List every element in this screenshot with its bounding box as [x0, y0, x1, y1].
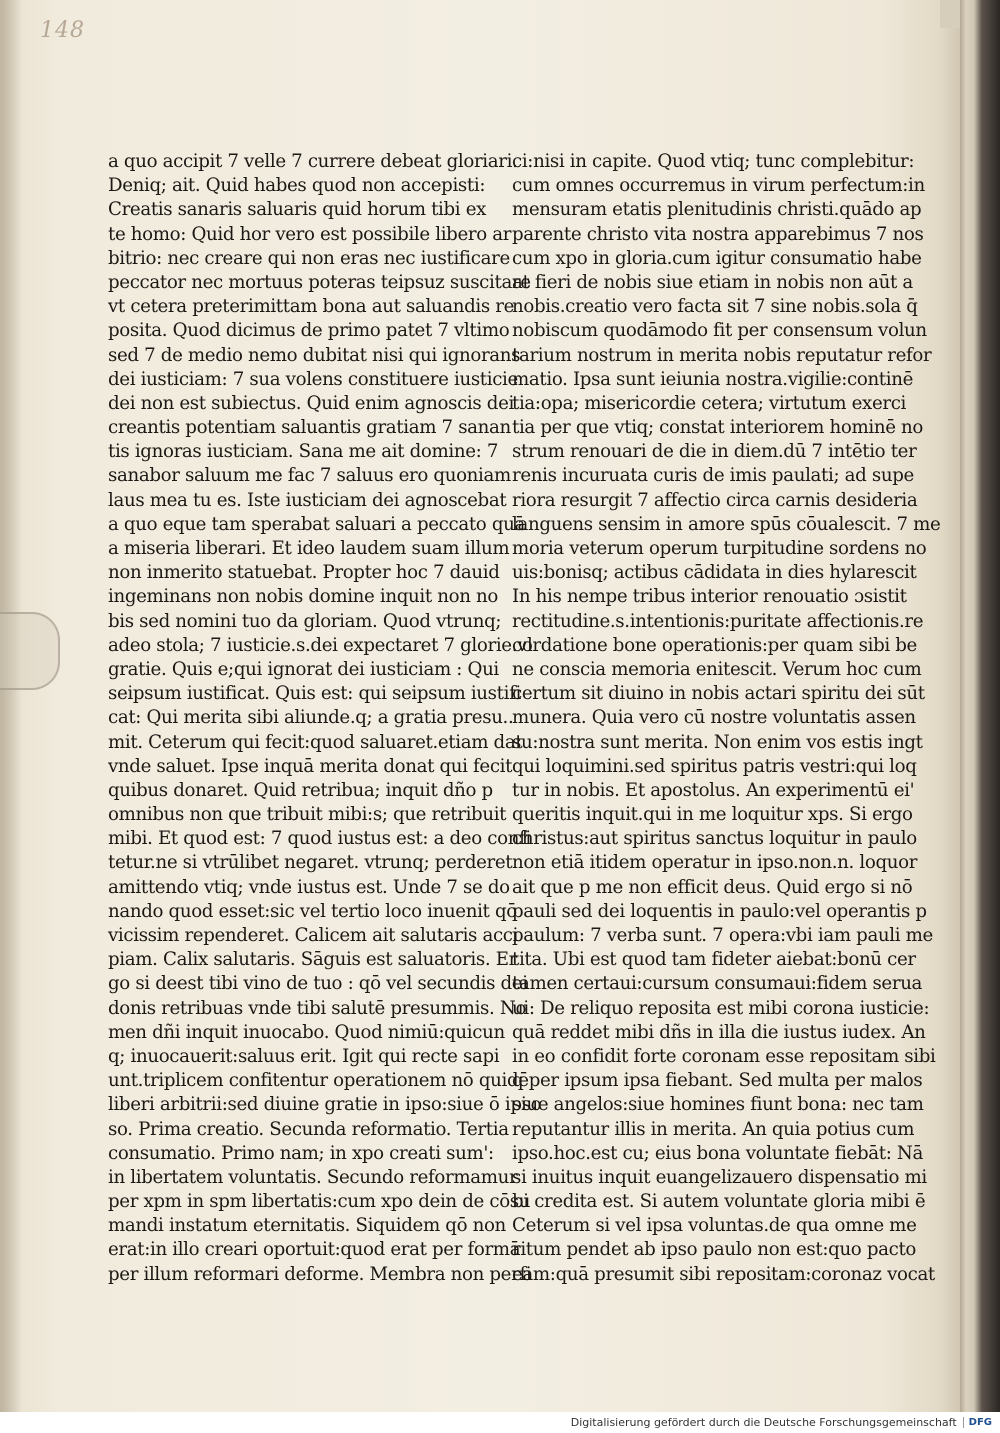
- text-line: at fieri de nobis siue etiam in nobis non aūt a: [512, 271, 913, 293]
- text-line: q; inuocauerit:saluus erit. Igit qui recte sapi: [108, 1045, 500, 1067]
- text-line: tita. Ubi est quod tam fideter aiebat:bonū cer: [512, 949, 916, 971]
- text-line: ait que p me non efficit deus. Quid ergo si nō: [512, 876, 913, 898]
- text-line: bis sed nomini tuo da gloriam. Quod vtrunq;: [108, 610, 502, 632]
- text-line: si inuitus inquit euangelizauero dispensatio mi: [512, 1166, 927, 1188]
- text-line: q per ipsum ipsa fiebant. Sed multa per malos: [512, 1070, 923, 1092]
- page-edge-right: [960, 0, 1000, 1412]
- text-line: mandi instatum eternitatis. Siquidem qō non: [108, 1215, 506, 1237]
- text-line: laus mea tu es. Iste iusticiam dei agnoscebat: [108, 489, 507, 511]
- text-line: tia:opa; misericordie cetera; virtutum exerci: [512, 392, 907, 414]
- text-line: mit. Ceterum qui fecit:quod saluaret.etiam dat: [108, 731, 523, 753]
- folio-number: 148: [40, 18, 85, 43]
- text-line: tis ignoras iusticiam. Sana me ait domine: 7: [108, 441, 499, 463]
- text-line: In his nempe tribus interior renouatio ɔsistit: [512, 586, 907, 608]
- text-line: erat:in illo creari oportuit:quod erat per formā: [108, 1239, 521, 1261]
- text-line: nobis.creatio vero facta sit 7 sine nobis.sola q̄: [512, 296, 918, 318]
- text-line: christus:aut spiritus sanctus loquitur in paulo: [512, 828, 917, 850]
- text-line: ui: De reliquo reposita est mibi corona iusticie:: [512, 997, 930, 1019]
- text-line: cum xpo in gloria.cum igitur consumatio habe: [512, 247, 922, 269]
- text-line: so. Prima creatio. Secunda reformatio. Tertia: [108, 1118, 509, 1140]
- text-line: queritis inquit.qui in me loquitur xps. Si ergo: [512, 804, 913, 826]
- text-line: matio. Ipsa sunt ieiunia nostra.vigilie:continē: [512, 368, 914, 390]
- text-line: per illum reformari deforme. Membra non perfi: [108, 1263, 532, 1285]
- text-line: nando quod esset:sic vel tertio loco inuenit qō: [108, 900, 517, 922]
- text-line: quā reddet mibi dñs in illa die iustus iudex. An: [512, 1021, 926, 1043]
- text-line: pauli sed dei loquentis in paulo:vel operantis p: [512, 900, 927, 922]
- text-line: ne conscia memoria enitescit. Verum hoc cum: [512, 658, 922, 680]
- text-line: dei iusticiam: 7 sua volens constituere iusticie: [108, 368, 518, 390]
- right-text-column: [512, 150, 941, 1287]
- text-line: qui loquimini.sed spiritus patris vestri:qui loq: [512, 755, 917, 777]
- text-line: vt cetera preterimittam bona aut saluandis re: [108, 296, 515, 318]
- text-line: uis:bonisq; actibus cādidata in dies hylarescit: [512, 562, 917, 584]
- text-line: tur in nobis. Et apostolus. An experimentū ei': [512, 779, 915, 801]
- left-text-column: [108, 150, 542, 1287]
- text-line: rectitudine.s.intentionis:puritate affectionis.re: [512, 610, 924, 632]
- text-line: liberi arbitrii:sed diuine gratie in ipso:siue ō ipso: [108, 1094, 542, 1116]
- text-line: donis retribuas vnde tibi salutē presummis. No: [108, 997, 527, 1019]
- text-line: tarium nostrum in merita nobis reputatur refor: [512, 344, 932, 366]
- text-line: strum renouari de die in diem.dū 7 intētio ter: [512, 441, 917, 463]
- text-line: non inmerito statuebat. Propter hoc 7 dauid: [108, 562, 500, 584]
- text-line: ritum pendet ab ipso paulo non est:quo pacto: [512, 1239, 917, 1261]
- text-line: Ceterum si vel ipsa voluntas.de qua omne me: [512, 1215, 917, 1237]
- text-line: su:nostra sunt merita. Non enim vos estis ingt: [512, 731, 923, 753]
- clip-mark: [0, 612, 60, 690]
- text-line: men dñi inquit inuocabo. Quod nimiū:quicun: [108, 1021, 505, 1043]
- text-line: vnde saluet. Ipse inquā merita donat qui fecit: [108, 755, 513, 777]
- text-line: sed 7 de medio nemo dubitat nisi qui ignorans: [108, 344, 521, 366]
- text-line: cordatione bone operationis:per quam sibi be: [512, 634, 917, 656]
- text-line: nobiscum quodāmodo fit per consensum volun: [512, 320, 927, 342]
- text-line: parente christo vita nostra apparebimus 7 nos: [512, 223, 924, 245]
- text-line: certum sit diuino in nobis actari spiritu dei sūt: [512, 683, 925, 705]
- text-line: paulum: 7 verba sunt. 7 opera:vbi iam pauli me: [512, 925, 933, 946]
- text-line: non etiā itidem operatur in ipso.non.n. loquor: [512, 852, 918, 874]
- text-line: cum omnes occurremus in virum perfectum:in: [512, 175, 925, 197]
- text-line: in libertatem voluntatis. Secundo reformamur: [108, 1166, 518, 1188]
- text-line: amittendo vtiq; vnde iustus est. Unde 7 se do: [108, 876, 510, 898]
- text-line: te homo: Quid hor vero est possibile libero ar: [108, 223, 512, 245]
- text-line: tamen certaui:cursum consumaui:fidem serua: [512, 973, 923, 995]
- text-line: per xpm in spm libertatis:cum xpo dein de cōsu: [108, 1191, 531, 1213]
- text-line: languens sensim in amore spūs cōualescit. 7 me: [512, 513, 941, 535]
- text-line: piam. Calix salutaris. Sāguis est saluatoris. Er: [108, 949, 517, 971]
- text-line: ingeminans non nobis domine inquit non no: [108, 586, 498, 608]
- text-line: munera. Quia vero cū nostre voluntatis assen: [512, 707, 916, 729]
- text-line: creantis potentiam saluantis gratiam 7 sanan: [108, 417, 511, 439]
- text-line: bitrio: nec creare qui non eras nec iustificare: [108, 247, 510, 269]
- text-line: seipsum iustificat. Quis est: qui seipsum iustifi: [108, 683, 521, 705]
- text-line: Creatis sanaris saluaris quid horum tibi ex: [108, 199, 487, 221]
- text-line: tia per que vtiq; constat interiorem hominē no: [512, 417, 924, 439]
- digitization-footer: [0, 1412, 1000, 1433]
- text-line: a miseria liberari. Et ideo laudem suam illum: [108, 538, 510, 559]
- dfg-logo: DFG: [963, 1417, 992, 1428]
- text-line: consumatio. Primo nam; in xpo creati sum':: [108, 1142, 494, 1164]
- text-line: a quo accipit 7 velle 7 currere debeat gloriari.: [108, 151, 518, 172]
- text-line: vicissim rependeret. Calicem ait salutaris acci: [108, 925, 519, 946]
- text-line: peccator nec mortuus poteras teipsuz suscitare: [108, 271, 531, 293]
- text-line: sanabor saluum me fac 7 saluus ero quoniam: [108, 465, 511, 487]
- text-line: reputantur illis in merita. An quia potius cum: [512, 1118, 915, 1140]
- text-line: a quo eque tam sperabat saluari a peccato quā: [108, 513, 525, 535]
- text-line: omnibus non que tribuit mibi:s; que retribuit: [108, 804, 507, 826]
- text-line: eam:quā presumit sibi repositam:coronaz vocat: [512, 1263, 935, 1285]
- text-line: cat: Qui merita sibi aliunde.q; a gratia presu..: [108, 707, 514, 729]
- text-line: mensuram etatis plenitudinis christi.quādo ap: [512, 199, 922, 221]
- text-line: gratie. Quis e;qui ignorat dei iusticiam : Qui: [108, 658, 499, 680]
- text-line: mibi. Et quod est: 7 quod iustus est: a deo confi: [108, 828, 531, 850]
- text-line: ci:nisi in capite. Quod vtiq; tunc complebitur:: [512, 151, 915, 172]
- text-line: bi credita est. Si autem voluntate gloria mibi ē: [512, 1191, 926, 1213]
- text-line: unt.triplicem confitentur operationem nō quidē: [108, 1070, 529, 1092]
- text-line: dei non est subiectus. Quid enim agnoscis dei: [108, 392, 514, 414]
- text-line: siue angelos:siue homines fiunt bona: nec tam: [512, 1094, 924, 1116]
- funding-note: Digitalisierung gefördert durch die Deutsche Forschungsgemeinschaft: [570, 1416, 957, 1429]
- text-line: renis incuruata curis de imis paulati; ad supe: [512, 465, 914, 487]
- text-line: quibus donaret. Quid retribua; inquit dño p: [108, 779, 493, 801]
- text-line: in eo confidit forte coronam esse repositam sibi: [512, 1045, 936, 1067]
- text-line: riora resurgit 7 affectio circa carnis desideria: [512, 489, 918, 511]
- text-line: adeo stola; 7 iusticie.s.dei expectaret 7 glorie.vl: [108, 634, 533, 656]
- text-line: tetur.ne si vtrūlibet negaret. vtrunq; perderet: [108, 852, 513, 874]
- text-line: moria veterum operum turpitudine sordens no: [512, 538, 927, 559]
- page-gutter-shadow: [0, 0, 22, 1412]
- text-line: ipso.hoc.est cu; eius bona voluntate fiebāt: Nā: [512, 1142, 923, 1164]
- text-line: go si deest tibi vino de tuo : qō vel secundis dei: [108, 973, 528, 995]
- text-line: Deniq; ait. Quid habes quod non accepisti:: [108, 175, 486, 197]
- text-line: posita. Quod dicimus de primo patet 7 vltimo: [108, 320, 510, 342]
